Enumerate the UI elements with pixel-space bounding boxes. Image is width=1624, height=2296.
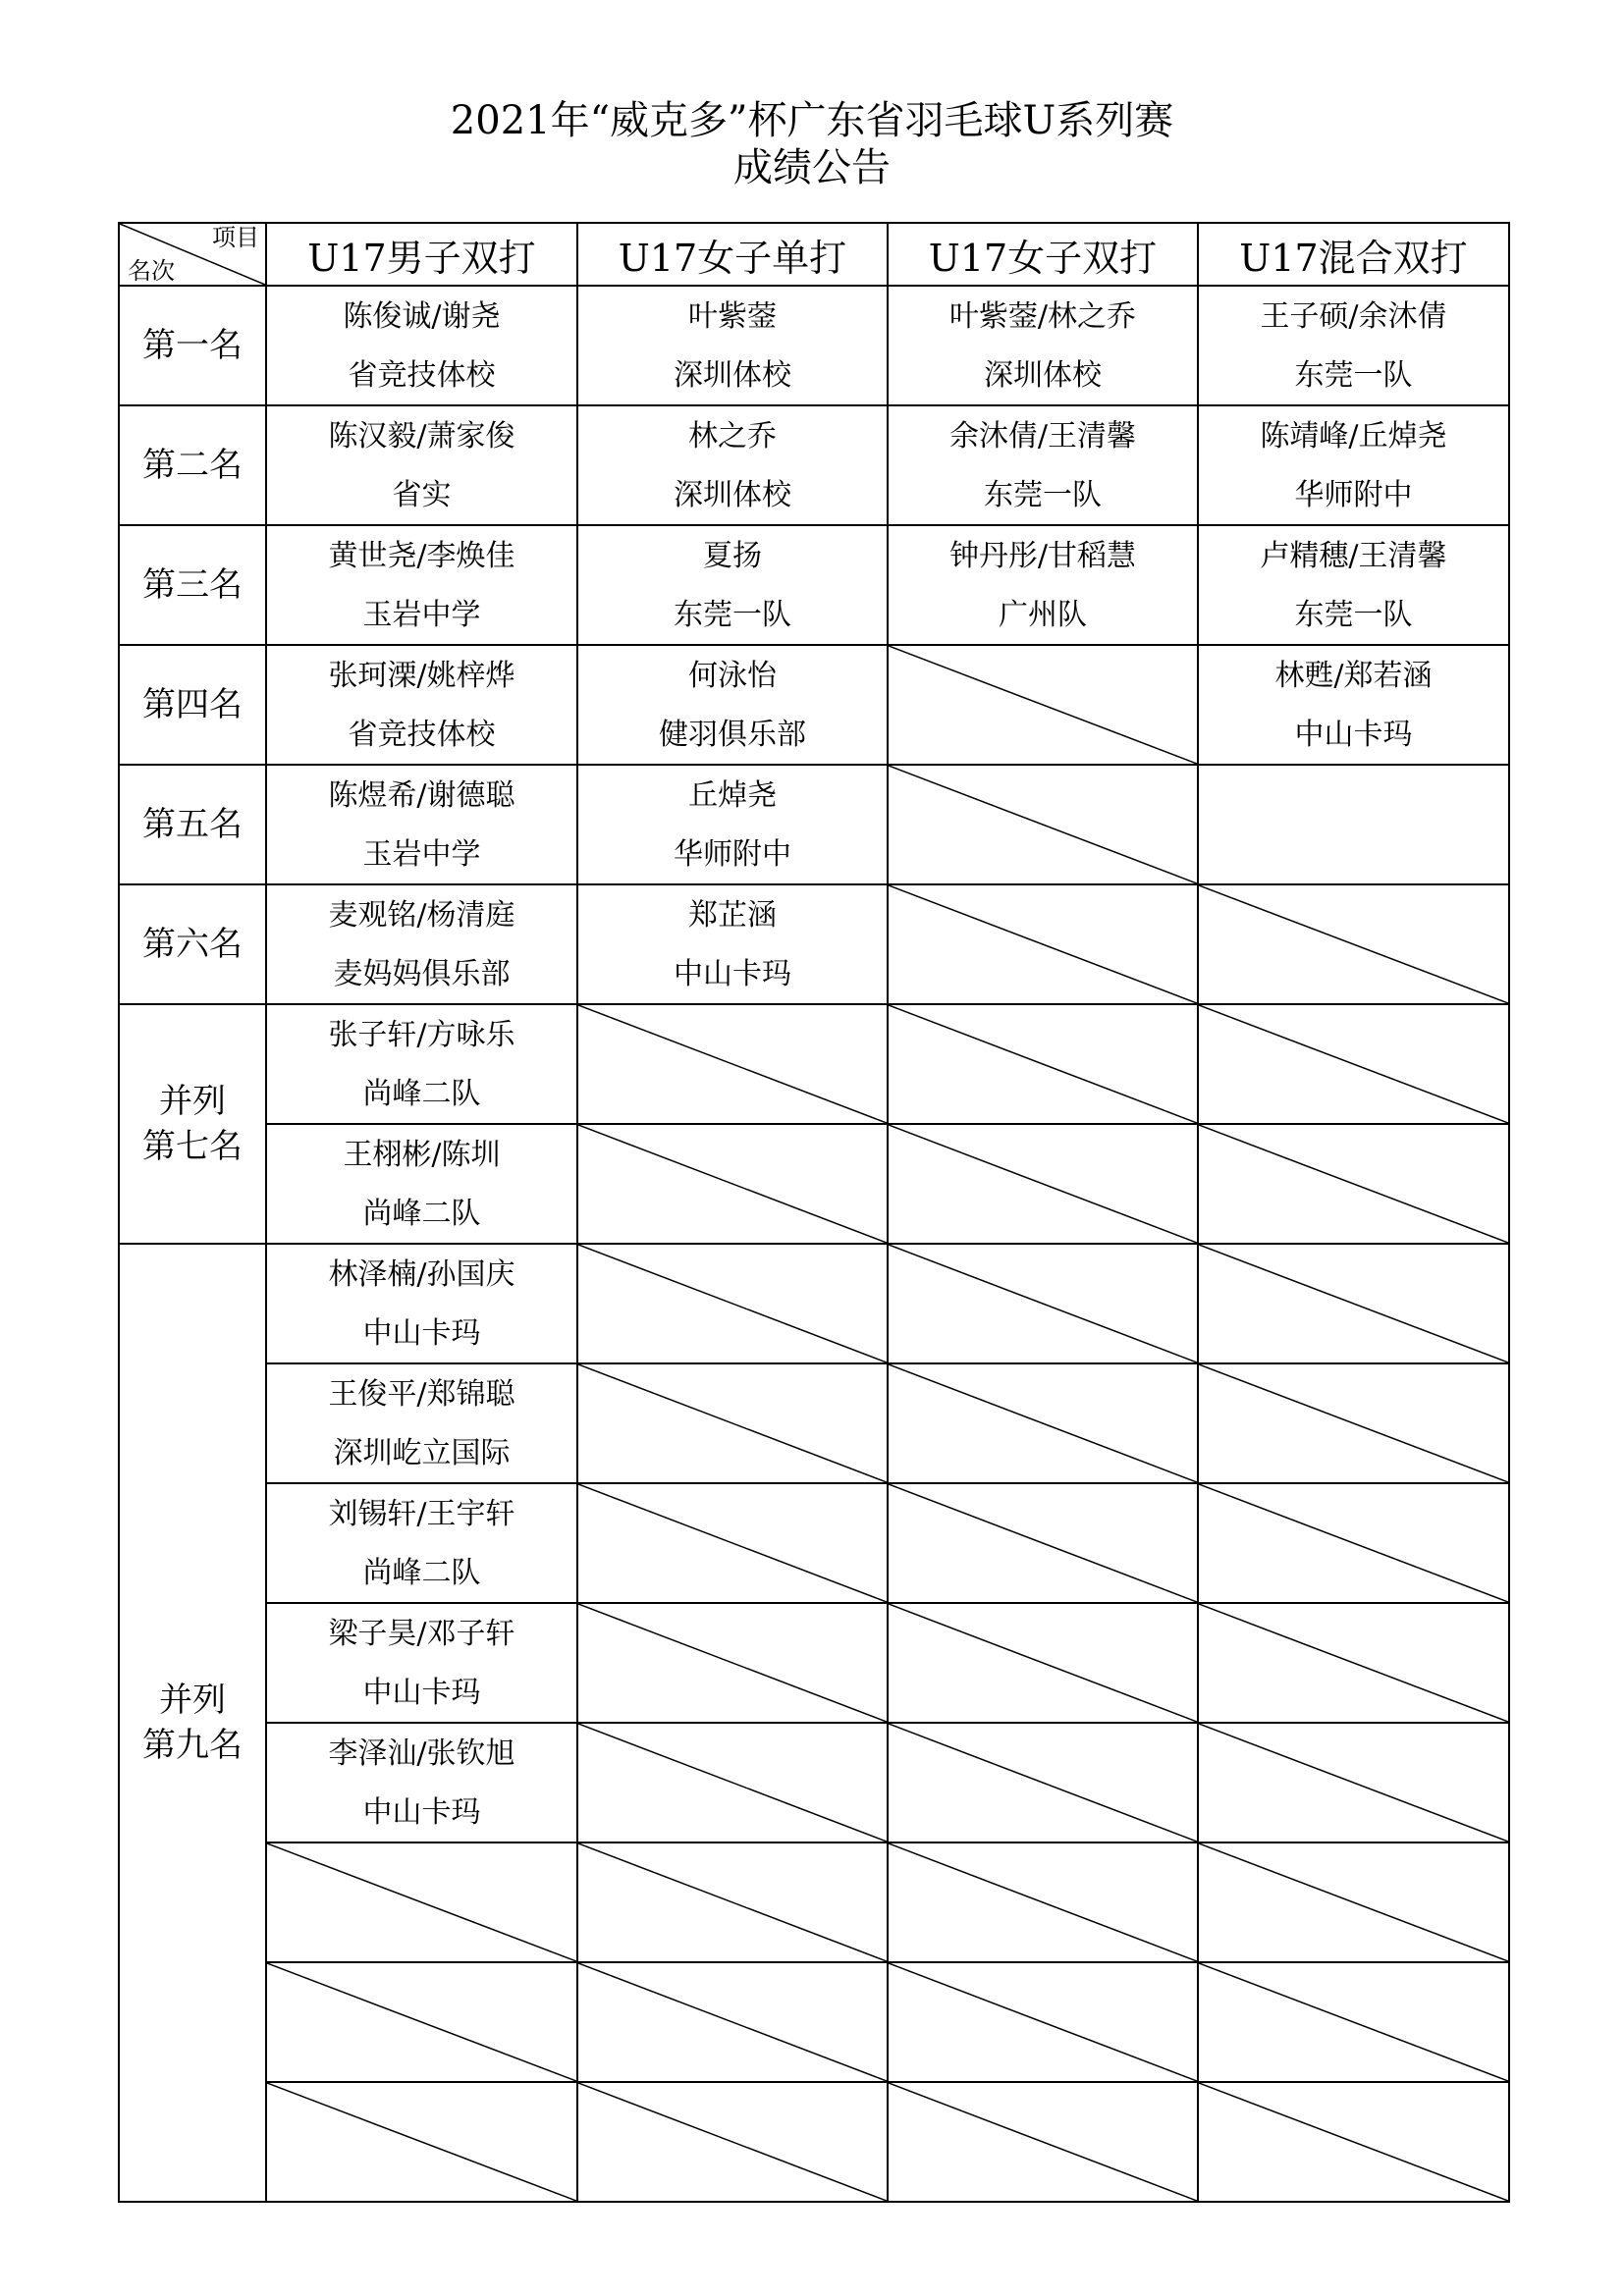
diagonal-slash	[889, 646, 1197, 764]
result-row	[119, 1842, 1509, 1962]
result-row	[119, 525, 1509, 645]
empty-cell	[1198, 1842, 1509, 1962]
player-names: 何泳怡	[688, 659, 777, 693]
team-name: 玉岩中学	[362, 837, 481, 872]
diagonal-slash	[267, 2083, 576, 2201]
team-name: 中山卡玛	[362, 1316, 481, 1351]
rank-label: 并列	[159, 1681, 226, 1720]
player-names: 夏扬	[703, 539, 762, 573]
team-name: 东莞一队	[674, 598, 791, 632]
player-names: 陈汉毅/萧家俊	[328, 419, 515, 454]
team-name: 深圳屹立国际	[333, 1436, 511, 1470]
corner-label-rank: 名次	[128, 257, 175, 285]
rank-label: 第四名	[142, 685, 243, 724]
empty-cell	[1198, 1483, 1509, 1603]
result-row	[119, 1363, 1509, 1483]
empty-cell	[577, 1962, 888, 2082]
result-row	[119, 1962, 1509, 2082]
diagonal-slash	[889, 1963, 1197, 2081]
diagonal-slash	[578, 1963, 887, 2081]
result-row	[119, 2082, 1509, 2202]
diagonal-slash	[1199, 1963, 1508, 2081]
diagonal-slash	[1199, 1125, 1508, 1243]
empty-cell	[888, 1842, 1198, 1962]
rank-cell	[119, 1004, 266, 1244]
diagonal-slash	[578, 2083, 887, 2201]
player-names: 卢精穗/王清馨	[1260, 539, 1447, 573]
player-names: 张子轩/方咏乐	[328, 1018, 515, 1052]
diagonal-slash	[1199, 1604, 1508, 1722]
result-cell	[577, 286, 888, 405]
event-header: U17女子单打	[577, 223, 888, 286]
empty-cell	[888, 1962, 1198, 2082]
empty-cell	[577, 1004, 888, 1124]
empty-cell	[1198, 884, 1509, 1004]
team-name: 中山卡玛	[674, 957, 791, 991]
empty-cell	[577, 1603, 888, 1723]
result-cell	[266, 405, 577, 525]
diagonal-slash	[267, 1963, 576, 2081]
player-names: 黄世尧/李焕佳	[328, 539, 515, 573]
diagonal-slash	[578, 1245, 887, 1362]
result-row	[119, 1603, 1509, 1723]
result-cell	[266, 1483, 577, 1603]
player-names: 郑芷涵	[688, 898, 777, 933]
empty-cell	[888, 645, 1198, 765]
empty-cell	[577, 2082, 888, 2202]
result-cell	[266, 1004, 577, 1124]
empty-cell	[1198, 1124, 1509, 1244]
rank-cell	[119, 1244, 266, 2202]
rank-cell	[119, 405, 266, 525]
result-cell	[1198, 405, 1509, 525]
empty-cell	[888, 1124, 1198, 1244]
diagonal-slash	[889, 2083, 1197, 2201]
diagonal-slash	[578, 1604, 887, 1722]
team-name: 麦妈妈俱乐部	[333, 957, 511, 991]
result-cell	[888, 286, 1198, 405]
empty-cell	[1198, 1603, 1509, 1723]
team-name	[1199, 825, 1508, 883]
result-cell	[577, 765, 888, 884]
team-name: 中山卡玛	[362, 1795, 481, 1830]
result-cell	[577, 405, 888, 525]
team-name: 尚峰二队	[362, 1197, 481, 1231]
empty-cell	[577, 1363, 888, 1483]
diagonal-slash	[578, 1364, 887, 1482]
diagonal-slash	[889, 1724, 1197, 1842]
diagonal-slash	[1199, 2083, 1508, 2201]
rank-cell	[119, 884, 266, 1004]
team-name: 东莞一队	[984, 478, 1102, 512]
rank-cell	[119, 286, 266, 405]
rank-label: 第二名	[142, 446, 243, 485]
result-cell	[266, 525, 577, 645]
result-cell	[266, 1363, 577, 1483]
diagonal-slash	[1199, 1484, 1508, 1602]
player-names: 林甦/郑若涵	[1274, 659, 1433, 693]
empty-cell	[577, 1842, 888, 1962]
result-cell	[266, 1603, 577, 1723]
result-row	[119, 1004, 1509, 1124]
result-cell	[888, 525, 1198, 645]
player-names: 叶紫蓥	[688, 299, 777, 334]
diagonal-slash	[889, 1364, 1197, 1482]
empty-cell	[888, 1244, 1198, 1363]
corner-label-event: 项目	[212, 224, 259, 251]
team-name: 东莞一队	[1294, 598, 1413, 632]
result-cell	[888, 405, 1198, 525]
result-row	[119, 645, 1509, 765]
player-names: 王俊平/郑锦聪	[328, 1377, 515, 1412]
diagonal-slash	[889, 1005, 1197, 1123]
player-names: 叶紫蓥/林之乔	[948, 299, 1137, 334]
player-names: 麦观铭/杨清庭	[328, 898, 515, 933]
rank-label: 第一名	[142, 326, 243, 365]
diagonal-slash	[889, 1125, 1197, 1243]
player-names: 陈煜希/谢德聪	[328, 778, 515, 813]
result-cell	[266, 1244, 577, 1363]
team-name: 广州队	[999, 598, 1087, 632]
diagonal-slash	[578, 1125, 887, 1243]
diagonal-slash	[1199, 1724, 1508, 1842]
player-names: 王栩彬/陈圳	[343, 1138, 501, 1172]
empty-cell	[888, 765, 1198, 884]
diagonal-slash	[889, 1604, 1197, 1722]
result-row	[119, 1723, 1509, 1842]
result-cell	[1198, 645, 1509, 765]
result-row	[119, 1124, 1509, 1244]
results-table	[118, 222, 1510, 2203]
result-cell	[577, 525, 888, 645]
team-name: 华师附中	[1294, 478, 1413, 512]
diagonal-slash	[578, 1724, 887, 1842]
rank-cell	[119, 525, 266, 645]
player-names: 丘焯尧	[688, 778, 777, 813]
result-cell	[266, 645, 577, 765]
empty-cell	[888, 1603, 1198, 1723]
empty-cell	[888, 1363, 1198, 1483]
result-cell	[1198, 525, 1509, 645]
result-cell	[266, 286, 577, 405]
player-names: 陈俊诚/谢尧	[343, 299, 501, 334]
player-names	[1199, 766, 1508, 825]
page-title: 2021年“威克多”杯广东省羽毛球U系列赛	[450, 98, 1174, 143]
empty-cell	[1198, 1363, 1509, 1483]
event-header: U17女子双打	[888, 223, 1198, 286]
empty-cell	[266, 1962, 577, 2082]
player-names: 钟丹彤/甘稻慧	[948, 539, 1137, 573]
header-row	[119, 223, 1509, 286]
diagonal-slash	[1199, 1843, 1508, 1961]
player-names: 张珂溧/姚梓烨	[328, 659, 515, 693]
diagonal-slash	[1199, 885, 1508, 1003]
rank-label: 并列	[159, 1082, 226, 1121]
team-name: 省竞技体校	[348, 358, 496, 393]
player-names: 梁子昊/邓子轩	[328, 1617, 515, 1651]
result-row	[119, 1244, 1509, 1363]
result-cell	[577, 884, 888, 1004]
corner-cell	[119, 223, 266, 286]
result-cell	[266, 884, 577, 1004]
empty-cell	[1198, 1962, 1509, 2082]
team-name: 省竞技体校	[348, 718, 496, 752]
player-names: 刘锡轩/王宇轩	[328, 1497, 515, 1531]
team-name: 省实	[392, 478, 452, 512]
empty-cell	[577, 1124, 888, 1244]
rank-label: 第七名	[142, 1127, 243, 1166]
event-header: U17混合双打	[1198, 223, 1509, 286]
diagonal-slash	[1199, 1364, 1508, 1482]
player-names: 王子硕/余沐倩	[1260, 299, 1447, 334]
rank-label: 第六名	[142, 925, 243, 964]
diagonal-slash	[889, 1245, 1197, 1362]
empty-cell	[1198, 1723, 1509, 1842]
diagonal-slash	[1199, 1005, 1508, 1123]
empty-cell	[577, 1244, 888, 1363]
result-cell	[266, 1124, 577, 1244]
empty-cell	[577, 1723, 888, 1842]
team-name: 健羽俱乐部	[659, 718, 806, 752]
diagonal-slash	[889, 766, 1197, 883]
team-name: 东莞一队	[1294, 358, 1413, 393]
page-subtitle: 成绩公告	[733, 145, 891, 190]
result-cell	[1198, 765, 1509, 884]
team-name: 中山卡玛	[362, 1676, 481, 1710]
result-row	[119, 286, 1509, 405]
rank-cell	[119, 645, 266, 765]
rank-label: 第九名	[142, 1726, 243, 1765]
team-name: 华师附中	[674, 837, 791, 872]
empty-cell	[888, 884, 1198, 1004]
diagonal-slash	[889, 885, 1197, 1003]
rank-label: 第五名	[142, 805, 243, 844]
diagonal-slash	[578, 1484, 887, 1602]
team-name: 深圳体校	[984, 358, 1102, 393]
empty-cell	[266, 2082, 577, 2202]
empty-cell	[888, 2082, 1198, 2202]
diagonal-slash	[578, 1005, 887, 1123]
rank-label: 第三名	[142, 565, 243, 605]
result-cell	[577, 645, 888, 765]
diagonal-slash	[578, 1843, 887, 1961]
team-name: 中山卡玛	[1294, 718, 1413, 752]
team-name: 玉岩中学	[362, 598, 481, 632]
empty-cell	[1198, 1004, 1509, 1124]
diagonal-slash	[889, 1843, 1197, 1961]
player-names: 李泽汕/张钦旭	[328, 1736, 515, 1771]
empty-cell	[888, 1004, 1198, 1124]
team-name: 深圳体校	[674, 478, 791, 512]
empty-cell	[1198, 1244, 1509, 1363]
empty-cell	[1198, 2082, 1509, 2202]
player-names: 余沐倩/王清馨	[948, 419, 1137, 454]
result-cell	[266, 765, 577, 884]
empty-cell	[577, 1483, 888, 1603]
empty-cell	[888, 1483, 1198, 1603]
player-names: 陈靖峰/丘焯尧	[1260, 419, 1447, 454]
team-name: 尚峰二队	[362, 1556, 481, 1590]
empty-cell	[266, 1842, 577, 1962]
diagonal-slash	[1199, 1245, 1508, 1362]
result-row	[119, 1483, 1509, 1603]
rank-cell	[119, 765, 266, 884]
result-cell	[1198, 286, 1509, 405]
player-names: 林泽楠/孙国庆	[328, 1257, 515, 1292]
result-row	[119, 765, 1509, 884]
diagonal-slash	[267, 1843, 576, 1961]
empty-cell	[888, 1723, 1198, 1842]
team-name: 深圳体校	[674, 358, 791, 393]
result-row	[119, 884, 1509, 1004]
result-cell	[266, 1723, 577, 1842]
result-row	[119, 405, 1509, 525]
event-header: U17男子双打	[266, 223, 577, 286]
team-name: 尚峰二队	[362, 1077, 481, 1111]
diagonal-slash	[889, 1484, 1197, 1602]
player-names: 林之乔	[688, 419, 777, 454]
